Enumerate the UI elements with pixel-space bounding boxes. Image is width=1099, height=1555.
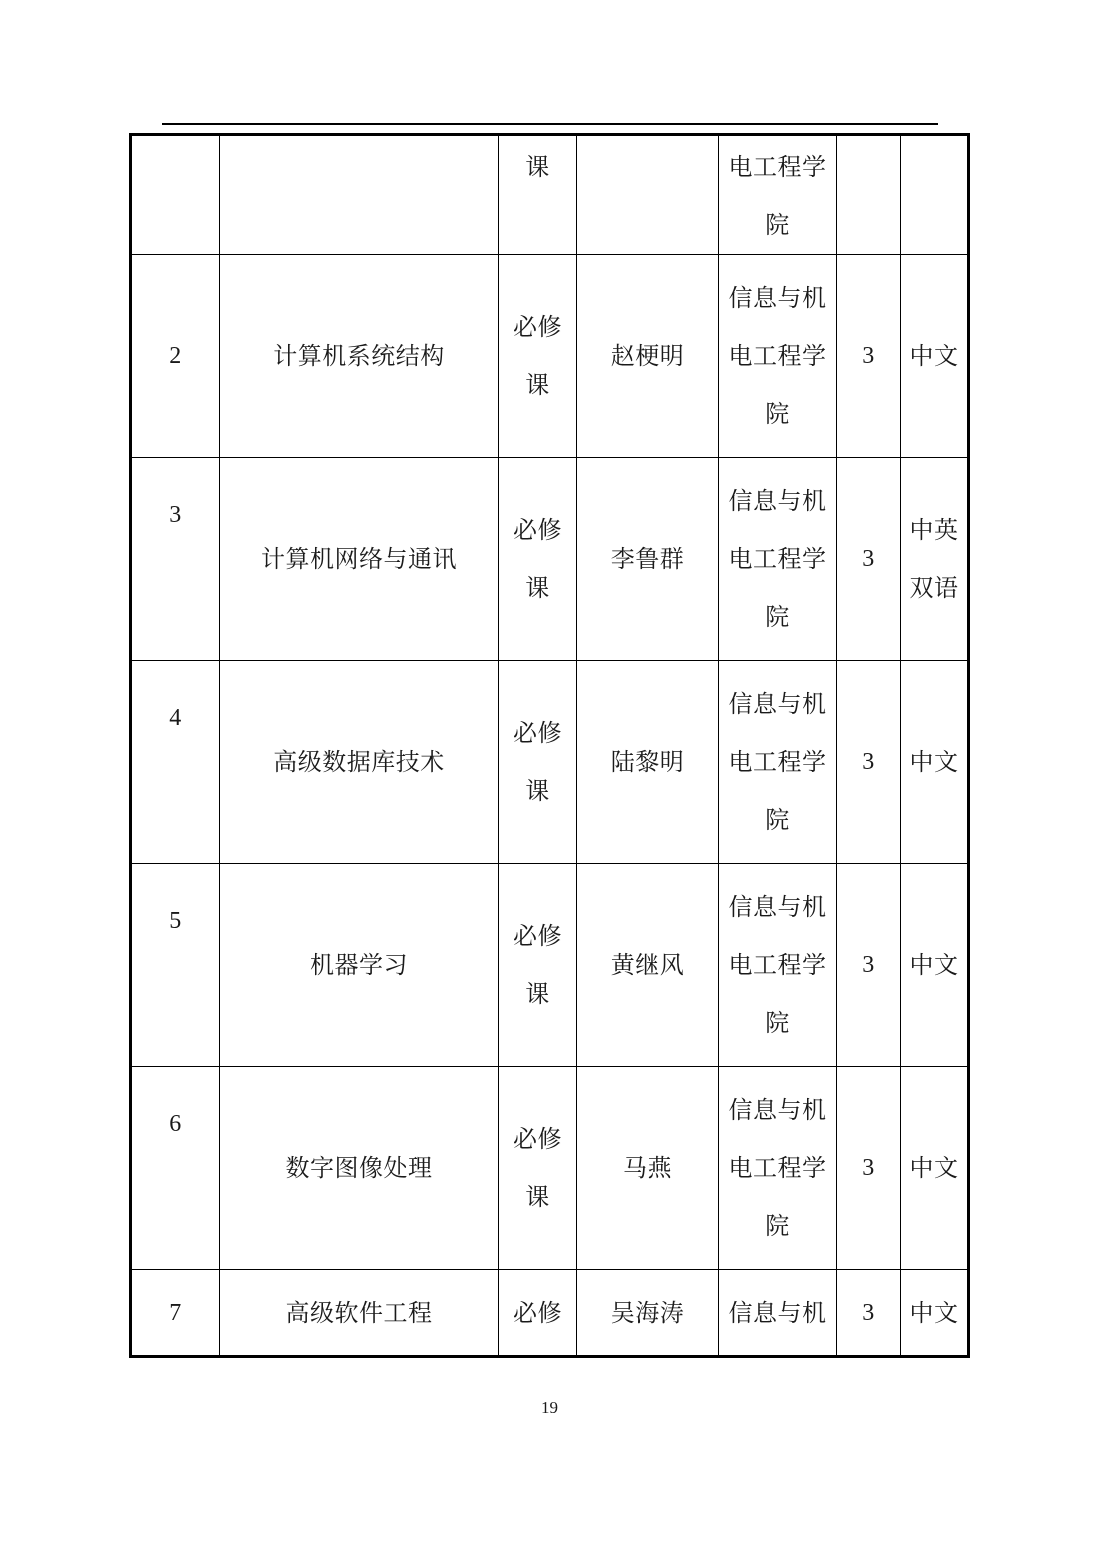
course-type-text: 必修课 bbox=[513, 922, 562, 1008]
language-text: 中英双语 bbox=[909, 516, 959, 602]
page-number: 19 bbox=[541, 1398, 558, 1417]
table-row bbox=[131, 458, 969, 661]
row-number-text: 6 bbox=[169, 1111, 182, 1137]
college bbox=[719, 135, 837, 255]
row-number bbox=[131, 135, 220, 255]
course-name: 机器学习 bbox=[220, 864, 499, 1067]
college bbox=[719, 661, 837, 864]
teacher: 赵梗明 bbox=[577, 255, 719, 458]
row-number bbox=[131, 458, 220, 661]
course-type-text: 必修课 bbox=[513, 313, 562, 399]
course-type-text: 必修课 bbox=[513, 1125, 562, 1211]
table-row bbox=[131, 1067, 969, 1270]
table-row bbox=[131, 135, 969, 255]
course-type bbox=[499, 1067, 577, 1270]
college bbox=[719, 255, 837, 458]
course-type-text: 必修课 bbox=[513, 719, 562, 805]
course-type-text: 必修课 bbox=[513, 516, 562, 602]
course-name: 高级软件工程 bbox=[220, 1270, 499, 1357]
course-table bbox=[129, 133, 970, 1358]
college-text: 信息与机电工程学院 bbox=[728, 1096, 827, 1240]
course-name: 计算机网络与通讯 bbox=[220, 458, 499, 661]
credits: 3 bbox=[837, 458, 901, 661]
credits: 3 bbox=[837, 255, 901, 458]
credits: 3 bbox=[837, 661, 901, 864]
course-type bbox=[499, 458, 577, 661]
row-number bbox=[131, 661, 220, 864]
teacher: 吴海涛 bbox=[577, 1270, 719, 1357]
credits: 3 bbox=[837, 1067, 901, 1270]
header-rule bbox=[162, 123, 938, 125]
course-type: 必修 bbox=[499, 1270, 577, 1357]
teacher bbox=[577, 135, 719, 255]
course-type bbox=[499, 135, 577, 255]
credits: 3 bbox=[837, 864, 901, 1067]
college-text: 信息与机电工程学院 bbox=[728, 487, 827, 631]
row-number: 2 bbox=[131, 255, 220, 458]
course-type bbox=[499, 255, 577, 458]
row-number bbox=[131, 1067, 220, 1270]
language: 中文 bbox=[901, 1270, 969, 1357]
row-number bbox=[131, 864, 220, 1067]
course-name: 高级数据库技术 bbox=[220, 661, 499, 864]
table-row bbox=[131, 255, 969, 458]
row-number: 7 bbox=[131, 1270, 220, 1357]
teacher: 马燕 bbox=[577, 1067, 719, 1270]
row-number-text: 3 bbox=[169, 502, 182, 528]
college-text: 信息与机电工程学院 bbox=[728, 893, 827, 1037]
course-type-text: 课 bbox=[525, 153, 550, 181]
language: 中文 bbox=[901, 661, 969, 864]
row-number-text: 5 bbox=[169, 908, 182, 934]
table-row bbox=[131, 864, 969, 1067]
teacher: 陆黎明 bbox=[577, 661, 719, 864]
course-name: 计算机系统结构 bbox=[220, 255, 499, 458]
language: 中文 bbox=[901, 864, 969, 1067]
table-row bbox=[131, 1270, 969, 1357]
language bbox=[901, 135, 969, 255]
language: 中文 bbox=[901, 255, 969, 458]
college bbox=[719, 864, 837, 1067]
course-name bbox=[220, 135, 499, 255]
college: 信息与机 bbox=[719, 1270, 837, 1357]
language: 中文 bbox=[901, 1067, 969, 1270]
course-type bbox=[499, 864, 577, 1067]
teacher: 李鲁群 bbox=[577, 458, 719, 661]
teacher: 黄继风 bbox=[577, 864, 719, 1067]
course-name: 数字图像处理 bbox=[220, 1067, 499, 1270]
credits bbox=[837, 135, 901, 255]
table-row bbox=[131, 661, 969, 864]
college-text: 电工程学院 bbox=[728, 153, 827, 239]
row-number-text: 4 bbox=[169, 705, 182, 731]
credits: 3 bbox=[837, 1270, 901, 1357]
language bbox=[901, 458, 969, 661]
college bbox=[719, 1067, 837, 1270]
college bbox=[719, 458, 837, 661]
course-type bbox=[499, 661, 577, 864]
college-text: 信息与机电工程学院 bbox=[728, 690, 827, 834]
college-text: 信息与机电工程学院 bbox=[728, 284, 827, 428]
